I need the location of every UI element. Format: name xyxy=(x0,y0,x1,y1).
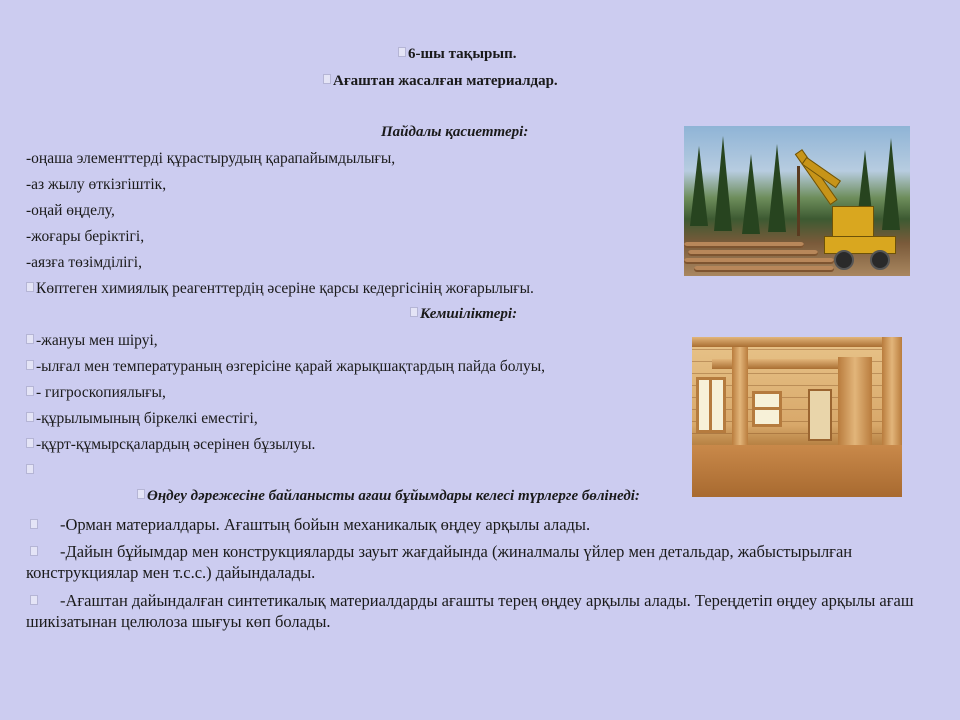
disadvantage-item-text: -жануы мен шіруі, xyxy=(36,332,158,349)
tree-shape xyxy=(742,154,760,234)
processing-heading xyxy=(137,488,640,505)
processing-item-text: -Орман материалдары. Ағаштың бойын механикалық өңдеу арқылы алады. xyxy=(60,515,591,534)
disadvantages-heading xyxy=(410,306,517,323)
disadvantage-item xyxy=(26,410,258,428)
bullet-icon xyxy=(30,519,38,529)
logging-photo xyxy=(684,126,910,276)
advantages-heading: Пайдалы қасиеттері: xyxy=(381,124,529,140)
disadvantage-item-empty xyxy=(26,462,36,480)
disadvantage-item xyxy=(26,384,166,402)
window-pane xyxy=(709,380,712,430)
disadvantage-item-text: -құрылымының біркелкі еместігі, xyxy=(36,410,258,427)
bullet-icon xyxy=(26,386,34,396)
ceiling-beam xyxy=(692,337,902,347)
disadvantage-item-text: -ылғал мен температураның өзгерісіне қарай жарықшақтардың пайда болуы, xyxy=(36,358,546,375)
plank-line xyxy=(692,349,902,350)
advantage-item: -аязға төзімділігі, xyxy=(26,254,142,271)
tree-shape xyxy=(882,138,900,230)
bullet-icon xyxy=(410,307,418,317)
log-shape xyxy=(684,242,804,248)
disadvantage-item xyxy=(26,332,158,350)
bullet-icon xyxy=(26,282,34,292)
bullet-icon xyxy=(26,412,34,422)
log-shape xyxy=(688,250,818,256)
wheel-shape xyxy=(834,250,854,270)
subtitle xyxy=(323,73,558,90)
tree-shape xyxy=(714,136,732,231)
processing-item-text: -Ағаштан дайындалған синтетикалық материалдарды ағашты терең өңдеу арқылы алады. Тереңдетіп өңдеу арқылы ағаш шикізатынан целюлоза шығуы көп болады. xyxy=(26,591,914,631)
window-shape xyxy=(696,377,726,433)
topic-title-text: 6-шы тақырып. xyxy=(408,46,517,62)
disadvantages-heading-text: Кемшіліктері: xyxy=(420,306,518,322)
advantage-item-chemical xyxy=(26,280,534,298)
advantage-item: -оңай өңделу, xyxy=(26,202,115,219)
tree-shape xyxy=(768,144,786,232)
processing-item xyxy=(26,541,931,583)
processing-item xyxy=(30,515,590,535)
bullet-icon xyxy=(26,360,34,370)
disadvantage-item xyxy=(26,436,315,454)
advantage-item: -аз жылу өткізгіштік, xyxy=(26,176,167,193)
wooden-post xyxy=(732,347,748,447)
bullet-icon xyxy=(26,334,34,344)
trunk-shape xyxy=(797,166,800,236)
advantage-item: -жоғары беріктігі, xyxy=(26,228,145,245)
wooden-interior-photo xyxy=(692,337,902,497)
bullet-icon xyxy=(30,595,38,605)
processing-item xyxy=(26,590,931,632)
bullet-icon xyxy=(26,464,34,474)
bullet-icon xyxy=(398,47,406,57)
disadvantage-item xyxy=(26,358,545,376)
wooden-floor xyxy=(692,445,902,497)
disadvantage-item-text: - гигроскопиялығы, xyxy=(36,384,166,401)
disadvantage-item-text: -құрт-құмырсқалардың әсерінен бұзылуы. xyxy=(36,436,316,453)
door-shape xyxy=(808,389,832,441)
window-pane xyxy=(755,407,779,410)
bullet-icon xyxy=(137,489,145,499)
advantage-item-text: Көптеген химиялық реагенттердің әсеріне қарсы кедергісінің жоғарылығы. xyxy=(36,280,534,297)
log-shape xyxy=(684,258,834,264)
wheel-shape xyxy=(870,250,890,270)
topic-title xyxy=(398,46,516,63)
window-shape xyxy=(752,391,782,427)
advantage-item: -оңаша элементтерді құрастырудың қарапайымдылығы, xyxy=(26,150,396,167)
log-shape xyxy=(694,266,834,272)
bullet-icon xyxy=(323,74,331,84)
subtitle-text: Ағаштан жасалған материалдар. xyxy=(333,73,558,89)
bullet-icon xyxy=(30,546,38,556)
processing-heading-text: Өңдеу дәрежесіне байланысты ағаш бұйымдары келесі түрлерге бөлінеді: xyxy=(147,488,640,504)
bullet-icon xyxy=(26,438,34,448)
processing-item-text: -Дайын бұйымдар мен конструкцияларды зауыт жағдайында (жиналмалы үйлер мен детальдар, жабыстырылған конструкциялар мен т.с.с.) дайындалады. xyxy=(26,542,853,582)
tree-shape xyxy=(690,146,708,226)
